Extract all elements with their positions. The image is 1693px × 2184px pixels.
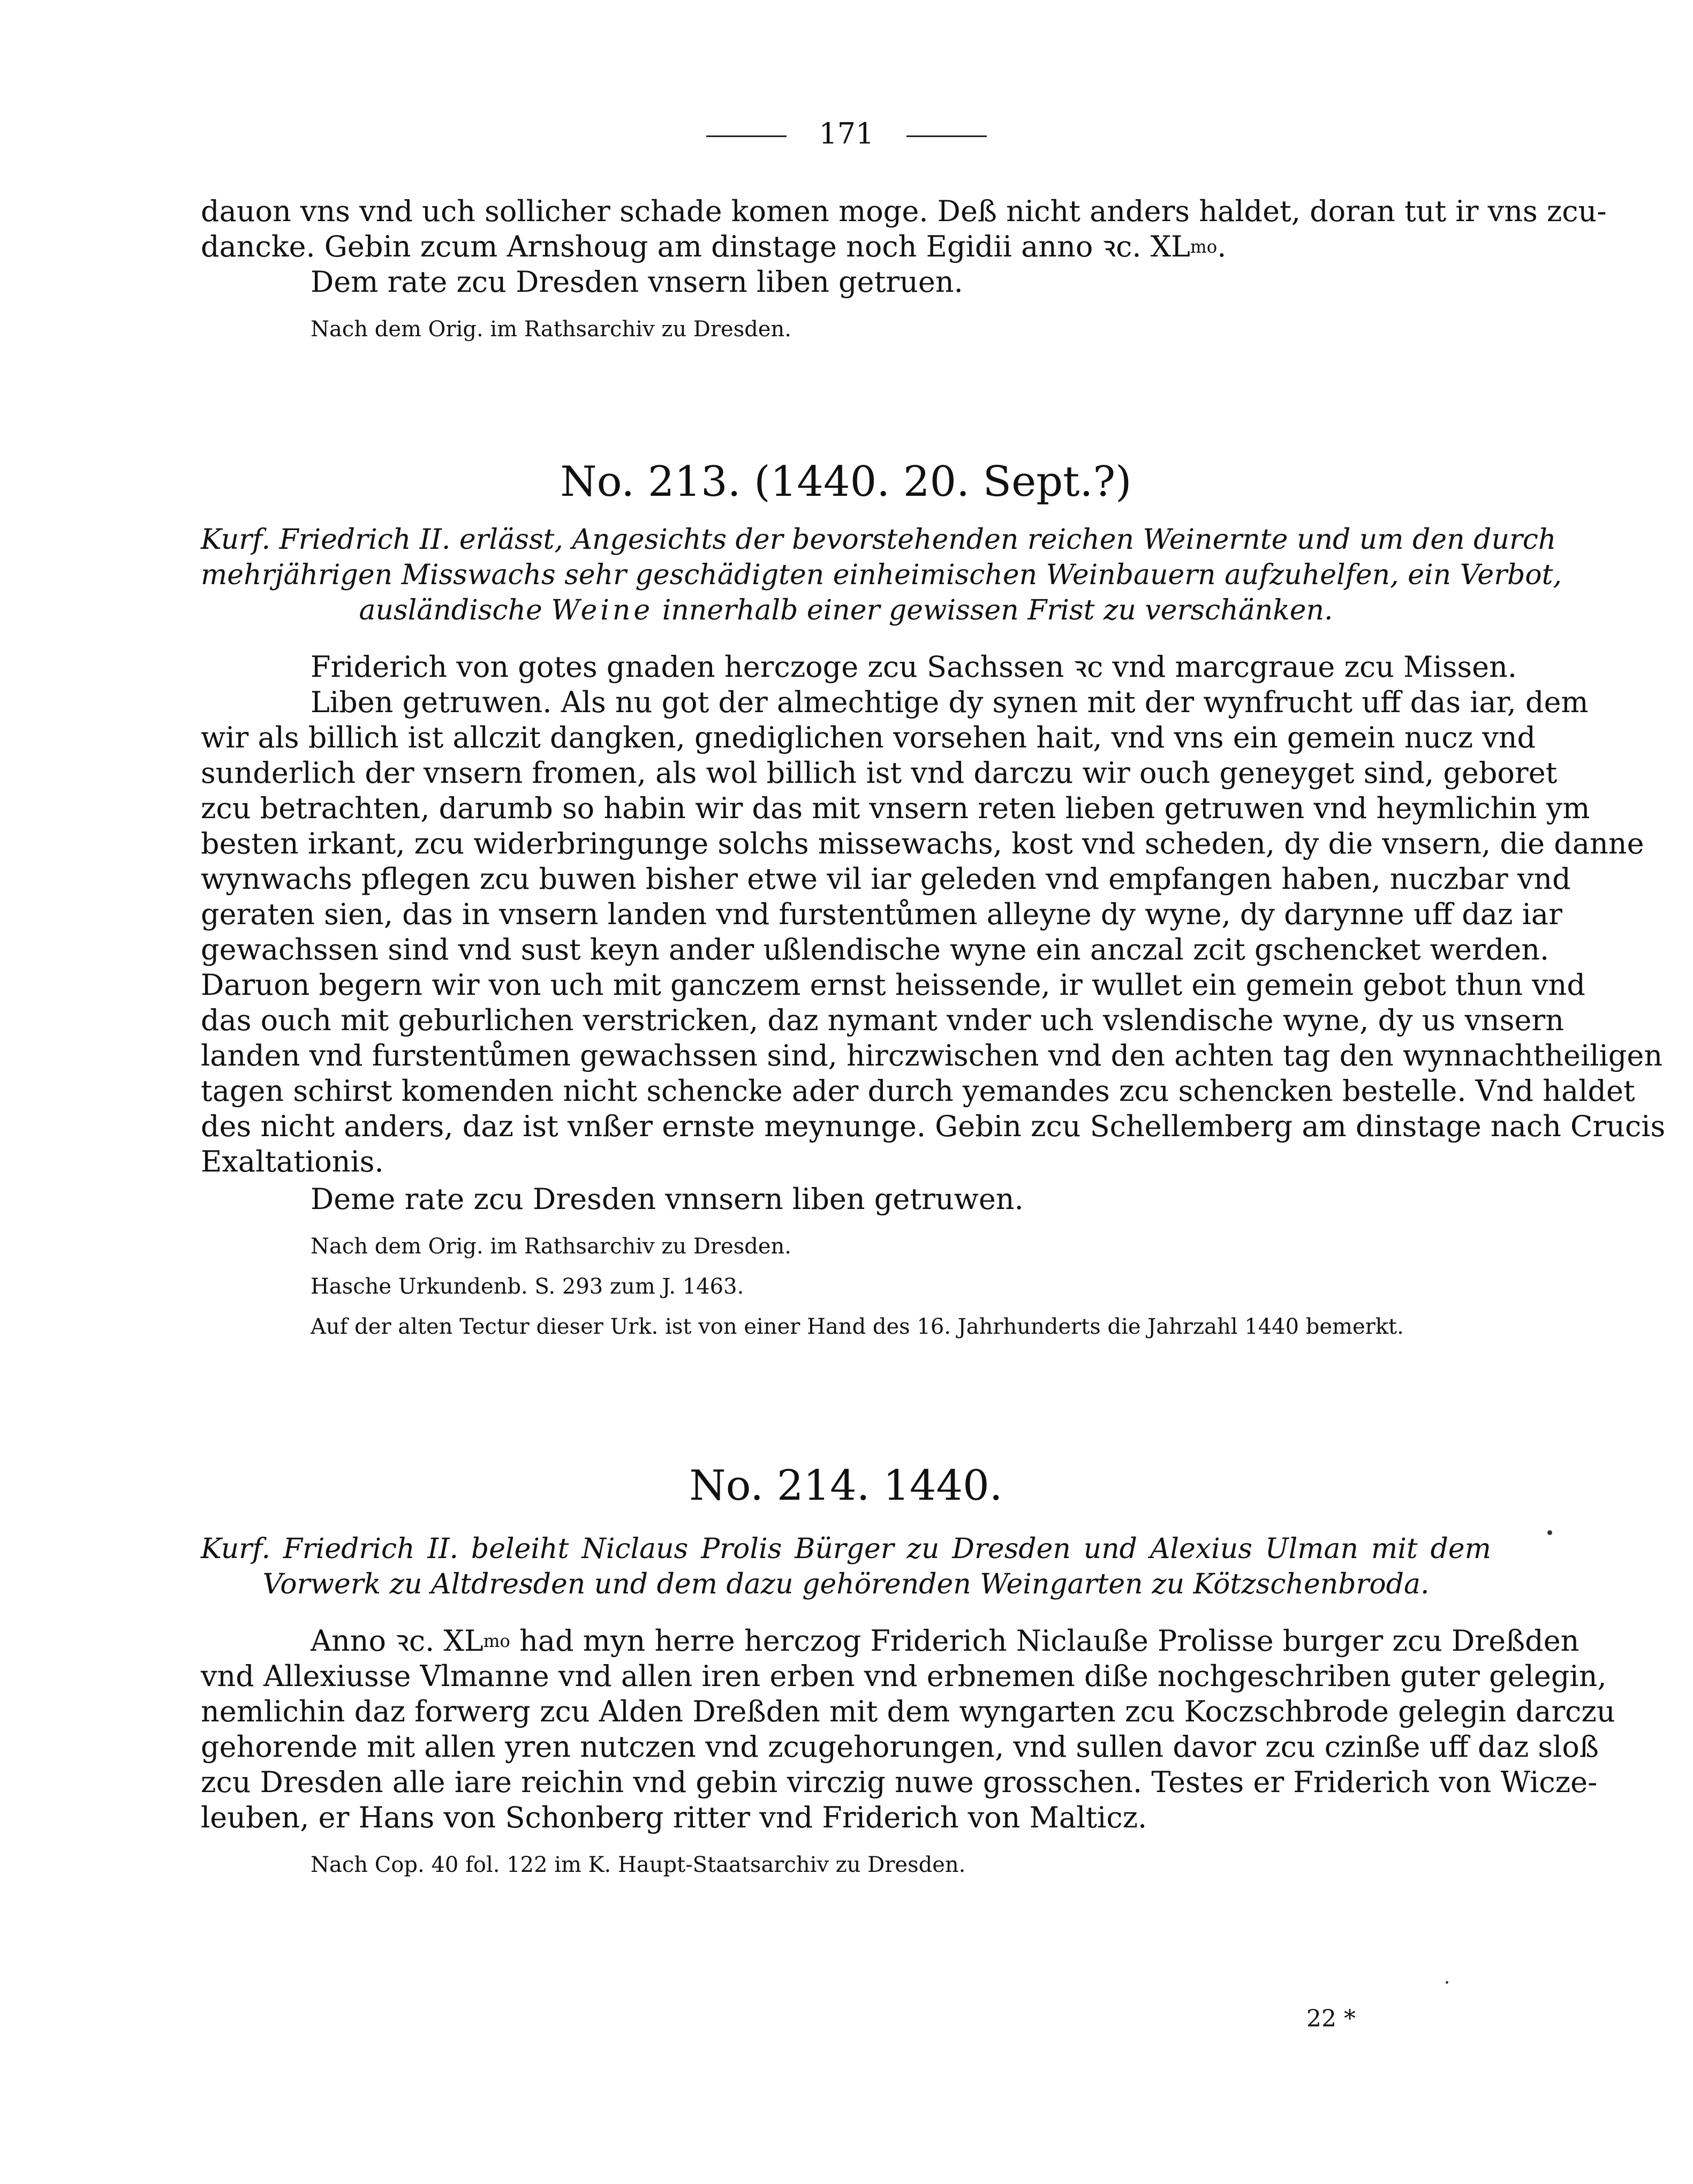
body-line: zcu betrachten, darumb so habin wir das mit vnsern reten lieben getruwen vnd heymlichin ym bbox=[201, 791, 1590, 825]
header-rule-left bbox=[706, 135, 787, 137]
summary-line: mehrjährigen Misswachs sehr geschädigten einheimischen Weinbauern aufzuhelfen, ein Verbot, bbox=[201, 559, 1562, 591]
body-line: nemlichin daz forwerg zcu Alden Dreßden mit dem wyngarten zcu Koczschbrode gelegin darczu bbox=[201, 1695, 1615, 1728]
body-line: landen vnd furstentůmen gewachssen sind, hirczwischen vnd den achten tag den wynnachtheiligen bbox=[201, 1039, 1663, 1072]
salutation: Friderich von gotes gnaden herczoge zcu Sachssen ꝛc vnd marcgraue zcu Missen. bbox=[311, 650, 1517, 684]
body-line: wir als billich ist allczit dangken, gnediglichen vorsehen hait, vnd vns ein gemein nucz vnd bbox=[201, 721, 1536, 754]
superscript: mo bbox=[483, 1631, 510, 1651]
body-line: besten irkant, zcu widerbringunge solchs missewachs, kost vnd scheden, dy die vnsern, die danne bbox=[201, 827, 1644, 860]
summary-line: Kurf. Friedrich II. erlässt, Angesichts der bevorstehenden reichen Weinernte und um den durch bbox=[201, 524, 1556, 556]
body-line: zcu Dresden alle iare reichin vnd gebin virczig nuwe grosschen. Testes er Friderich von Wicze- bbox=[201, 1765, 1598, 1799]
intro-line: dancke. Gebin zcum Arnshoug am dinstage noch Egidii anno ꝛc. $XL^{mo}$. bbox=[201, 230, 1227, 263]
scan-speck bbox=[1547, 1530, 1552, 1535]
body-line: Anno ꝛc. $XL^{mo}$ had myn herre herczog Friderich Niclauße Prolisse burger zcu Dreßden bbox=[311, 1624, 1579, 1658]
body-line: Daruon begern wir von uch mit ganczem ernst heissende, ir wullet ein gemein gebot thun vnd bbox=[201, 968, 1585, 1002]
page-header bbox=[0, 117, 1693, 150]
body-line: des nicht anders, daz ist vnßer ernste meynunge. Gebin zcu Schellemberg am dinstage nach Crucis bbox=[201, 1109, 1666, 1143]
body-line: gewachssen sind vnd sust keyn ander ußlendische wyne ein anczal zcit gschencket werden. bbox=[201, 933, 1550, 966]
signature-mark: 22 * bbox=[1306, 2005, 1356, 2032]
intro-line: dauon vns vnd uch sollicher schade komen moge. Deß nicht anders haldet, doran tut ir vns zcu- bbox=[201, 194, 1607, 228]
scan-speck bbox=[1446, 1981, 1448, 1984]
body-line: Exaltationis. bbox=[201, 1145, 384, 1178]
source-note: Nach Cop. 40 fol. 122 im K. Haupt-Staatsarchiv zu Dresden. bbox=[311, 1853, 966, 1877]
document-heading: No. 213. (1440. 20. Sept.?) bbox=[560, 458, 1132, 506]
header-rule-right bbox=[906, 135, 987, 137]
superscript: mo bbox=[1190, 237, 1218, 257]
source-note: Hasche Urkundenb. S. 293 zum J. 1463. bbox=[311, 1274, 744, 1299]
summary-line: Kurf. Friedrich II. beleiht Niclaus Prolis Bürger zu Dresden und Alexius Ulman mit dem bbox=[201, 1533, 1491, 1565]
body-line: wynwachs pflegen zcu buwen bisher etwe vil iar geleden vnd empfangen haben, nuczbar vnd bbox=[201, 862, 1571, 896]
body-line: gehorende mit allen yren nutczen vnd zcugehorungen, vnd sullen davor zcu czinße uff daz sloß bbox=[201, 1730, 1599, 1764]
body-line: Liben getruwen. Als nu got der almechtige dy synen mit der wynfrucht uff das iar, dem bbox=[311, 685, 1589, 719]
document-214 bbox=[201, 1462, 1615, 1885]
body-line: tagen schirst komenden nicht schencke ader durch yemandes zcu schencken bestelle. Vnd haldet bbox=[201, 1074, 1635, 1108]
document-213 bbox=[201, 458, 1666, 1347]
summary-line: ausländische Weine innerhalb einer gewissen Frist zu verschänken. bbox=[359, 594, 1333, 626]
body-line: leuben, er Hans von Schonberg ritter vnd Friderich von Malticz. bbox=[201, 1801, 1147, 1834]
body-line: das ouch mit geburlichen verstricken, daz nymant vnder uch vslendische wyne, dy us vnsern bbox=[201, 1003, 1564, 1037]
body-line: sunderlich der vnsern fromen, als wol billich ist vnd darczu wir ouch geneyget sind, geboret bbox=[201, 756, 1558, 790]
page-number: 171 bbox=[819, 117, 874, 150]
address-line: Deme rate zcu Dresden vnnsern liben getruwen. bbox=[311, 1182, 1024, 1216]
document-heading: No. 214. 1440. bbox=[689, 1462, 1003, 1510]
source-note: Auf der alten Tectur dieser Urk. ist von einer Hand des 16. Jahrhunderts die Jahrzahl 1440 bemerkt. bbox=[311, 1314, 1404, 1339]
intro-source-note: Nach dem Orig. im Rathsarchiv zu Dresden. bbox=[311, 317, 792, 342]
intro-continuation bbox=[201, 194, 1607, 350]
body-line: vnd Allexiusse Vlmanne vnd allen iren erben vnd erbnemen diße nochgeschriben guter gelegin, bbox=[201, 1659, 1607, 1693]
source-note: Nach dem Orig. im Rathsarchiv zu Dresden. bbox=[311, 1234, 792, 1259]
body-line: geraten sien, das in vnsern landen vnd furstentůmen alleyne dy wyne, dy darynne uff daz iar bbox=[201, 897, 1562, 931]
intro-address: Dem rate zcu Dresden vnsern liben getruen. bbox=[311, 265, 963, 299]
summary-line: Vorwerk zu Altdresden und dem dazu gehörenden Weingarten zu Kötzschenbroda. bbox=[262, 1568, 1430, 1600]
